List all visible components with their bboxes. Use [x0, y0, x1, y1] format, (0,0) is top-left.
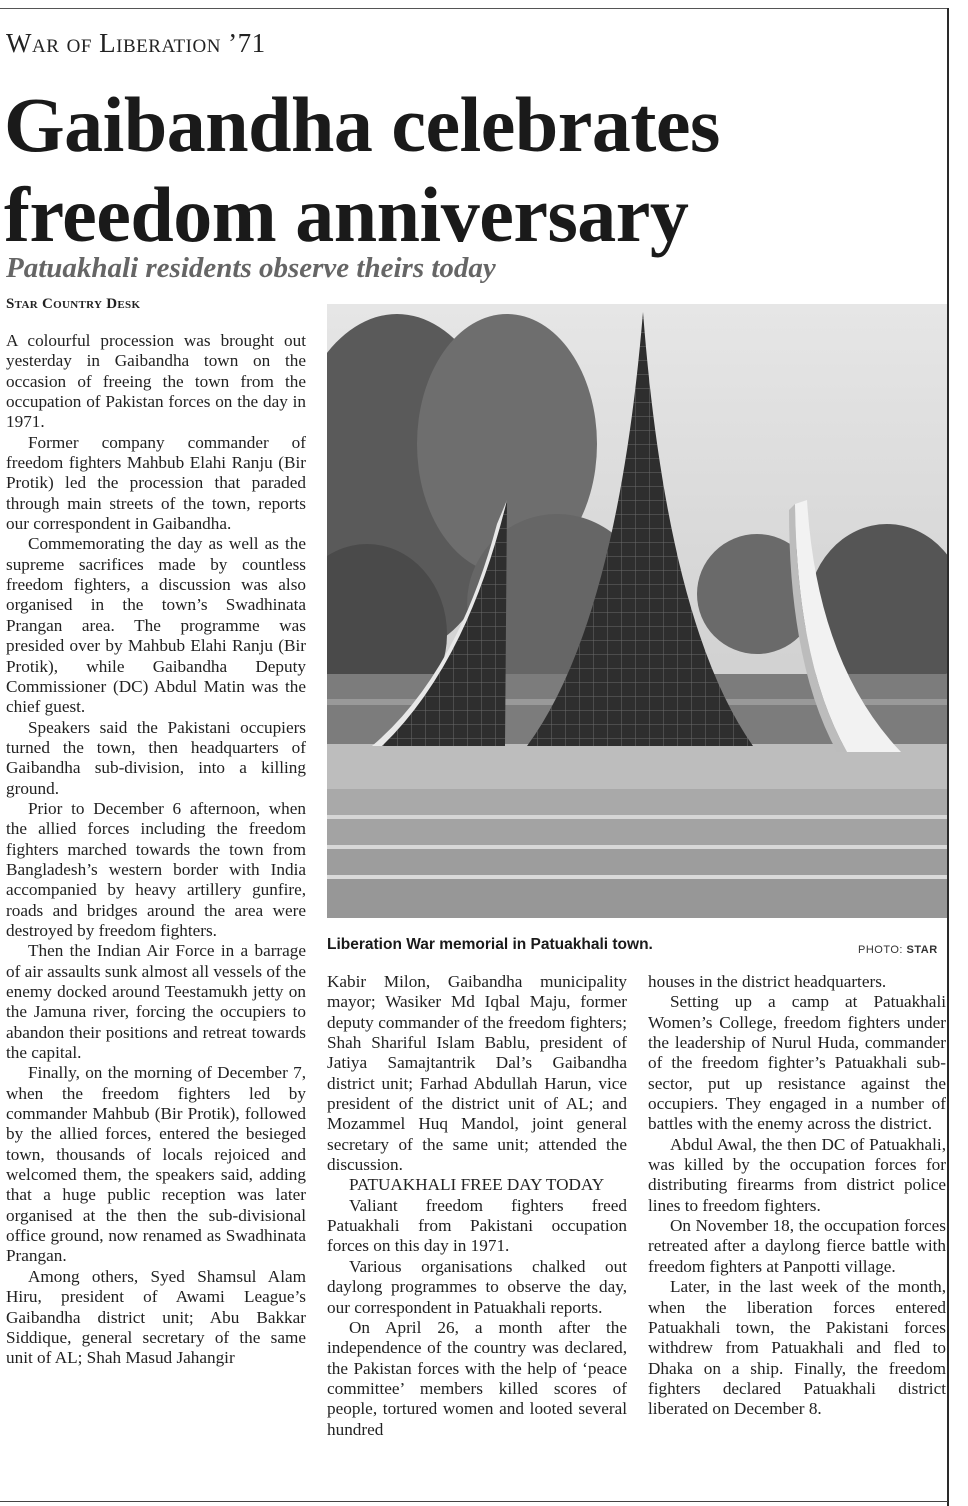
paragraph: Former company commander of freedom fighters Mahbub Elahi Ranju (Bir Protik) led the procession that paraded through main streets of the town, reports our correspondent in Gaibandha.	[6, 432, 306, 534]
photo-credit	[858, 944, 938, 956]
paragraph: Valiant freedom fighters freed Patuakhali from Pakistani occupation forces on this day in 1971.	[327, 1195, 627, 1256]
paragraph: A colourful procession was brought out yesterday in Gaibandha town on the occasion of freeing the town from the occupation of Pakistan forces on the day in 1971.	[6, 331, 306, 432]
byline: Star Country Desk	[6, 296, 141, 312]
photo-caption: Liberation War memorial in Patuakhali town.	[327, 936, 653, 953]
paragraph: Speakers said the Pakistani occupiers turned the town, then headquarters of Gaibandha sub-division, into a killing ground.	[6, 717, 306, 798]
paragraph: Various organisations chalked out daylong programmes to observe the day, our correspondent in Patuakhali reports.	[327, 1256, 627, 1317]
credit-label: PHOTO:	[858, 944, 903, 956]
bottom-rule	[0, 1501, 948, 1502]
paragraph: Later, in the last week of the month, when the liberation forces entered Patuakhali town, the Pakistani forces withdrew from Patuakhali and fled to Dhaka on a ship. Finally, the freedom fighters declared Patuakhali district liberated on December 8.	[648, 1277, 946, 1419]
paragraph: Abdul Awal, the then DC of Patuakhali, was killed by the occupation forces for distributing firearms from district police lines to freedom fighters.	[648, 1134, 946, 1215]
column-3	[648, 972, 946, 1420]
top-rule	[0, 8, 948, 9]
paragraph: Finally, on the morning of December 7, when the freedom fighters led by commander Mahbub (Bir Protik), followed by the allied forces, entered the besieged town, thousands of locals rejoiced and welcomed them, the speakers said, adding that a huge public reception was later organised at the then the sub-divisional office ground, now renamed as Swadhinata Prangan.	[6, 1063, 306, 1266]
right-rule	[947, 8, 949, 1506]
paragraph: Commemorating the day as well as the supreme sacrifices made by countless freedom fighters, a discussion was also organised in the town’s Swadhinata Prangan area. The programme was presided over by Mahbub Elahi Ranju (Bir Protik), while Gaibandha Deputy Commissioner (DC) Abdul Matin was the chief guest.	[6, 534, 306, 717]
credit-source: STAR	[906, 944, 938, 956]
headline: Gaibandha celebrates freedom anniversary	[4, 81, 720, 258]
section-subhead: PATUAKHALI FREE DAY TODAY	[349, 1175, 605, 1195]
memorial-illustration	[327, 304, 947, 918]
paragraph: Setting up a camp at Patuakhali Women’s College, freedom fighters under the leadership of Nurul Huda, commander of the freedom fighter’s Patuakhali sub-sector, put up resistance against the occupiers. They engaged in a number of battles with the enemy across the district.	[648, 992, 946, 1134]
subheadline: Patuakhali residents observe theirs today	[6, 252, 496, 284]
paragraph: Prior to December 6 afternoon, when the allied forces including the freedom fighters marched towards the town from Bangladesh’s western border with India accompanied by heavy artillery gunfire, roads and bridges around the area were destroyed by freedom fighters.	[6, 798, 306, 940]
paragraph: Among others, Syed Shamsul Alam Hiru, president of Awami League’s Gaibandha district unit; Abu Bakkar Siddique, general secretary of the same unit of AL; Shah Masud Jahangir	[6, 1266, 306, 1368]
memorial-photo	[327, 304, 947, 918]
section-kicker: War of Liberation ’71	[6, 28, 266, 58]
paragraph: houses in the district headquarters.	[648, 972, 887, 991]
column-1	[6, 331, 306, 1369]
paragraph: On April 26, a month after the independence of the country was declared, the Pakistan forces with the help of ‘peace committee’ members killed scores of people, tortured women and looted several hundred	[327, 1317, 627, 1439]
paragraph: Then the Indian Air Force in a barrage of air assaults sunk almost all vessels of the enemy docked around Teestamukh jetty on the Jamuna river, forcing the occupiers to abandon their positions and retreat towards the capital.	[6, 941, 306, 1063]
column-2	[327, 972, 627, 1440]
paragraph: Kabir Milon, Gaibandha municipality mayor; Wasiker Md Iqbal Maju, former deputy commander of the freedom fighters; Shah Shariful Islam Bablu, president of Jatiya Samajtantrik Dal’s Gaibandha district unit; Farhad Abdullah Harun, vice president of the district unit of AL; and Mozammel Huq Mandol, joint general secretary of the same unit; attended the discussion.	[327, 972, 627, 1175]
paragraph: On November 18, the occupation forces retreated after a daylong fierce battle with freedom fighters at Panpotti village.	[648, 1216, 946, 1276]
